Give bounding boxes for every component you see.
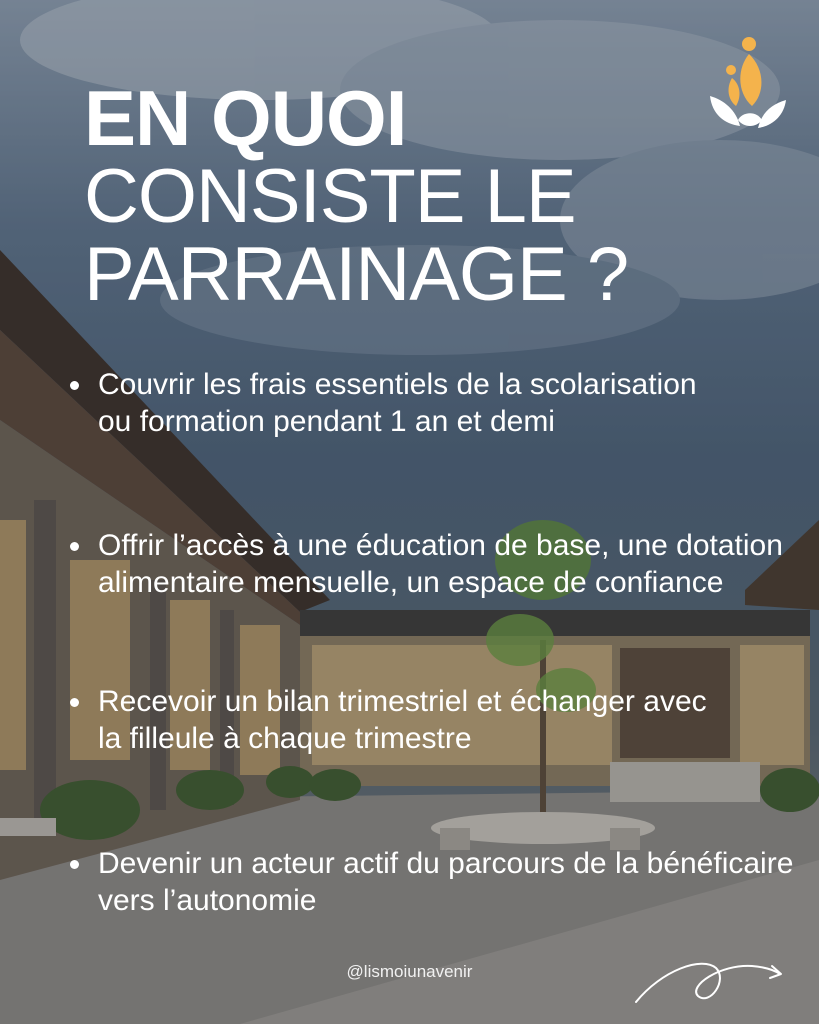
logo-leaf-right bbox=[758, 100, 786, 128]
logo-small-figure bbox=[729, 78, 740, 106]
title-line-1: EN QUOI bbox=[84, 74, 407, 162]
logo-leaf-center bbox=[738, 113, 762, 126]
social-handle: @lismoiunavenir bbox=[346, 962, 473, 981]
curly-arrow-icon bbox=[632, 950, 786, 1010]
bullet-item-offer-access: Offrir l’accès à une éducation de base, une dotation alimentaire mensuelle, un espace de confiance bbox=[66, 527, 798, 601]
page-title bbox=[84, 74, 629, 317]
logo-small-head bbox=[726, 65, 736, 75]
title-line-2: CONSISTE LE bbox=[84, 154, 576, 239]
logo-figure-head bbox=[742, 37, 756, 51]
bullet-item-cover-fees: Couvrir les frais essentiels de la scolarisation ou formation pendant 1 an et demi bbox=[66, 366, 738, 440]
bullet-item-receive-report: Recevoir un bilan trimestriel et échanger avec la filleule à chaque trimestre bbox=[66, 683, 738, 757]
bullet-item-become-actor: Devenir un acteur actif du parcours de la bénéficaire vers l’autonomie bbox=[66, 845, 798, 919]
logo-figure-body bbox=[740, 54, 761, 106]
title-line-3: PARRAINAGE ? bbox=[84, 232, 629, 317]
lotus-figures-logo bbox=[702, 34, 792, 134]
